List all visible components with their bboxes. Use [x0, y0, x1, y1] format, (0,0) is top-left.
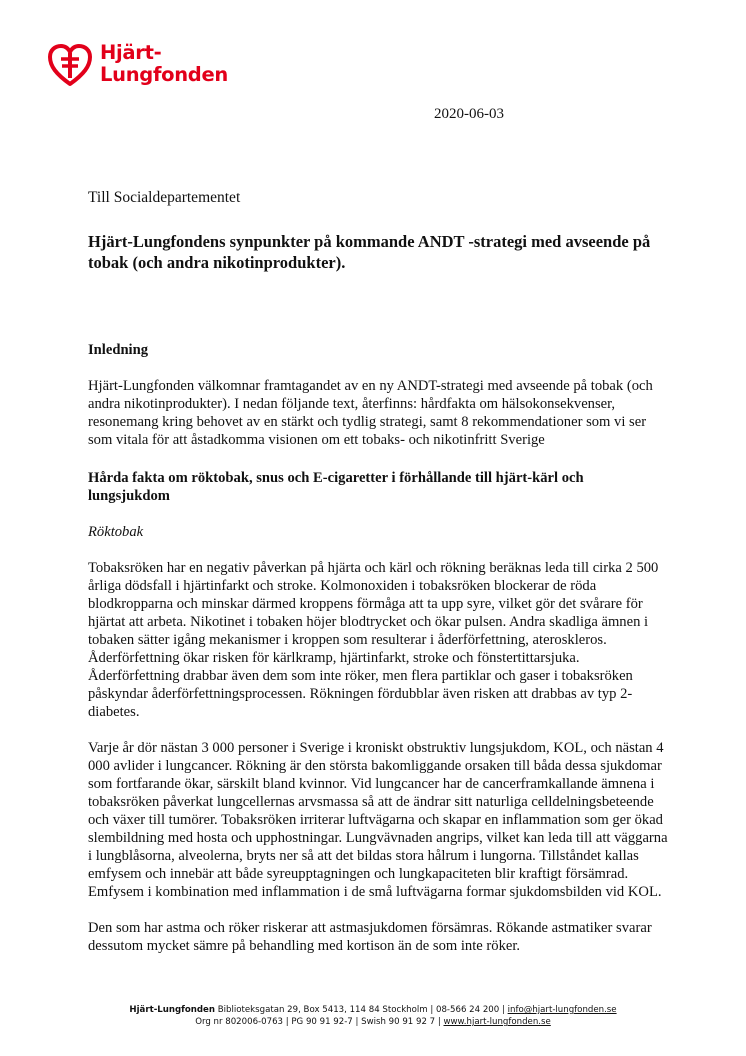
footer-address: Biblioteksgatan 29, Box 5413, 114 84 Stockholm | 08-566 24 200 | [217, 1005, 505, 1015]
footer-website-link[interactable]: www.hjart-lungfonden.se [443, 1017, 551, 1027]
footer-line-2 [0, 1016, 746, 1028]
heart-cross-icon [46, 44, 94, 88]
logo-line-1: Hjärt- [100, 41, 162, 64]
facts-paragraph-1: Tobaksröken har en negativ påverkan på hjärta och kärl och rökning beräknas leda till cirka 2 500 årliga dödsfall i hjärtinfarkt och stroke. Kolmonoxiden i tobaksröken blockerar de röda blodkropparna och minskar därmed kroppens förmåga att ta upp syre, vilket gör det svårare för hjärtat att arbeta. Nikotinet i tobaken höjer blodtrycket och ökar pulsen. Andra skadliga ämnen i tobaken sätter igång mekanismer i kroppen som resulterar i åderförfettning, ateroskleros. Åderförfettning ökar risken för kärlkramp, hjärtinfarkt, stroke och fönstertittarsjuka. Åderförfettning drabbar även dem som inte röker, men flera partiklar och gaser i tobaksröken påskyndar åderförfettningsprocessen. Rökningen fördubblar även risken att drabbas av typ 2-diabetes. [88, 560, 659, 720]
intro-heading: Inledning [88, 342, 149, 358]
logo [46, 42, 246, 98]
document-date: 2020-06-03 [434, 106, 504, 122]
facts-paragraph-3: Den som har astma och röker riskerar att astmasjukdomen försämras. Rökande astmatiker svarar dessutom mycket sämre på behandling med kortison än de som inte röker. [88, 920, 652, 954]
document-body [88, 189, 668, 955]
logo-line-2: Lungfonden [100, 63, 228, 86]
document-title: Hjärt-Lungfondens synpunkter på kommande ANDT -strategi med avseende på tobak (och andra nikotinprodukter). [88, 232, 651, 272]
footer-brand: Hjärt-Lungfonden [129, 1005, 215, 1015]
logo-text [100, 42, 228, 86]
facts-subheading: Röktobak [88, 524, 144, 540]
footer-org-info: Org nr 802006-0763 | PG 90 91 92-7 | Swish 90 91 92 7 | [195, 1017, 441, 1027]
footer-email-link[interactable]: info@hjart-lungfonden.se [507, 1005, 617, 1015]
intro-paragraph: Hjärt-Lungfonden välkomnar framtagandet av en ny ANDT-strategi med avseende på tobak (och andra nikotinprodukter). I nedan följande text, återfinns: hårdfakta om hälsokonsekvenser, resonemang kring behovet av en stärkt och tydlig strategi, samt 8 rekommendationer som vi ser som vitala för att åstadkomma visionen om ett tobaks- och nikotinfritt Sverige [88, 378, 653, 448]
facts-paragraph-2: Varje år dör nästan 3 000 personer i Sverige i kroniskt obstruktiv lungsjukdom, KOL, och nästan 4 000 avlider i lungcancer. Rökning är den största bakomliggande orsaken till båda dessa sjukdomar som fortfarande ökar, särskilt bland kvinnor. Vid lungcancer har de cancerframkallande ämnena i tobaksröken påverkat lungcellernas arvsmassa så att de ändrar sitt naturliga celldelningsbeteende och växer till tumörer. Tobaksröken irriterar luftvägarna och skapar en inflammation som ger ökad slembildning med hosta och upphostningar. Lungvävnaden angrips, vilket kan leda till att väggarna i lungblåsorna, alveolerna, bryts ner så att det bildas stora hålrum i lungorna. Tillståndet kallas emfysem och innebär att både syreupptagningen och lungkapaciteten blir kraftigt försämrad. Emfysem i kombination med inflammation i de små luftvägarna formar sjukdomsbilden vid KOL. [88, 740, 668, 900]
footer-line-1 [0, 1004, 746, 1016]
facts-heading: Hårda fakta om röktobak, snus och E-cigaretter i förhållande till hjärt-kärl och lungsjukdom [88, 470, 584, 504]
recipient: Till Socialdepartementet [88, 189, 241, 206]
